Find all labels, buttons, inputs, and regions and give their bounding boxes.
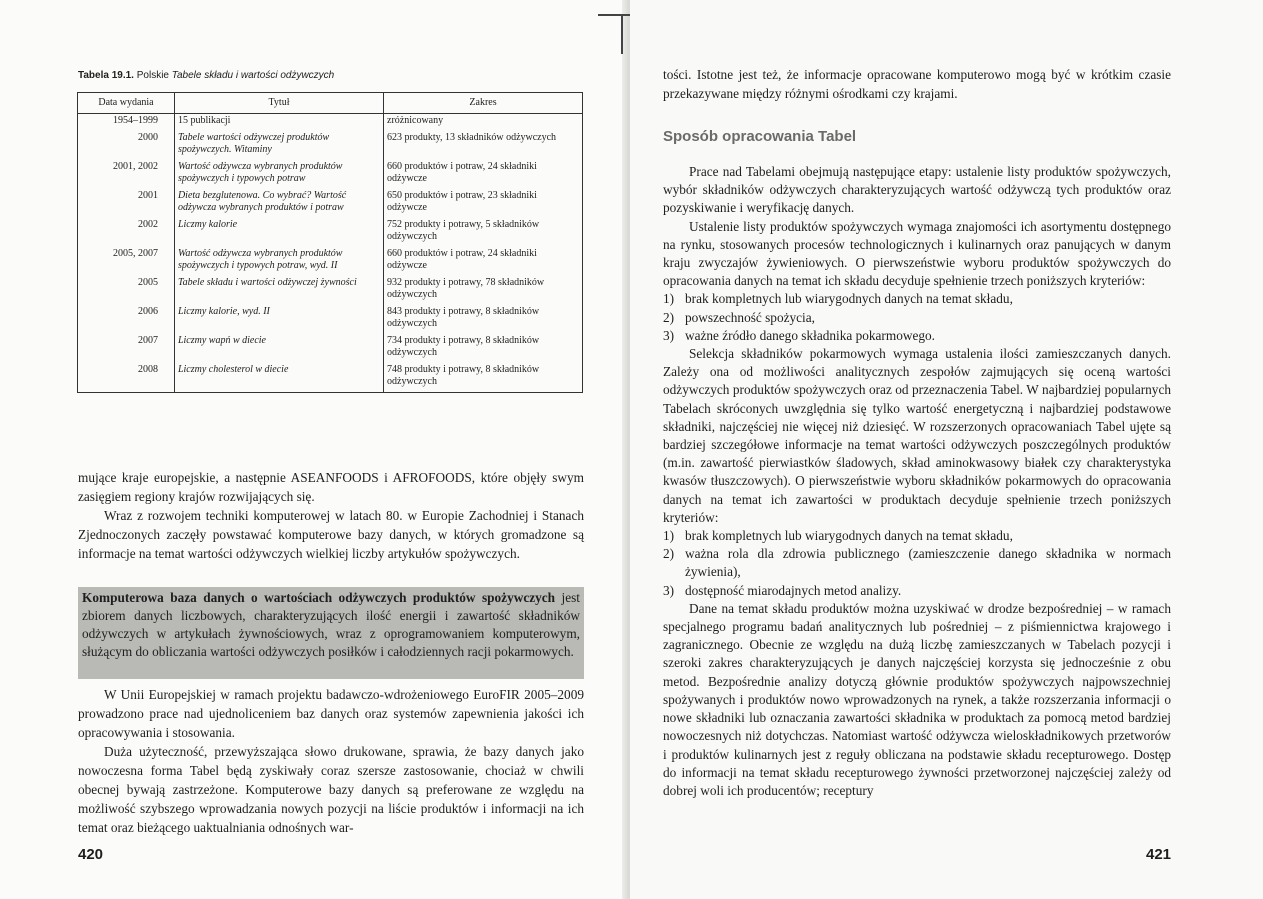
list-item xyxy=(663,527,1171,545)
table-cell: 2002 xyxy=(78,218,175,247)
paragraph: Dane na temat składu produktów można uzyskiwać w drodze bezpośredniej – w ramach specjalnego programu badań analitycznych lub pośredniej – z piśmiennictwa krajowego i zagranicznego. Obecnie ze względu na dużą liczbę zamieszczanych w Tabelach pozycji i szeroki zakres charakteryzujących je danych najczęściej korzysta się jednocześnie z obu metod. Bezpośrednie analizy dotyczą głównie produktów spożywczych najpowszechniej spożywanych i produktów nowo wprowadzonych na rynek, a także rozszerzania informacji o nowe składniki lub oznaczania zawartości składnika w produktach za pomocą metod bardziej nowoczesnych niż dotychczas. Natomiast wartość odżywcza wieloskładnikowych przetworów i produktów kulinarnych jest z reguły obliczana na podstawie składu recepturowego. Dostęp do informacji na temat składu recepturowego żywności przetworzonej najczęściej zależy od dobrej woli ich producentów; receptury xyxy=(663,600,1171,798)
paragraph: Selekcja składników pokarmowych wymaga ustalenia ilości zamieszczanych danych. Zależy ona od możliwości analitycznych zespołów zajmujących się oceną wartości odżywczych produktów spożywczych oraz od przeznaczenia Tabel. W najbardziej popularnych Tabelach skróconych uwzględnia się tylko wartość energetyczną i najbardziej podstawowe składniki, najczęściej nie więcej niż dziesięć. W rozszerzonych opracowaniach Tabel ujęte są bardziej szczegółowe informacje na temat wartości odżywczych poszczególnych produktów (m.in. zawartość pierwiastków śladowych, skład aminokwasowy białek czy charakterystyka kwasów tłuszczowych). O pierwszeństwie wyboru składników pokarmowych do opracowania danych na temat ich zawartości w produktach decyduje spełnienie trzech poniższych kryteriów: xyxy=(663,346,1171,525)
criteria-list-2 xyxy=(663,527,1171,600)
section-heading: Sposób opracowania Tabel xyxy=(663,128,857,145)
table-cell: 932 produkty i potrawy, 78 składników odżywczych xyxy=(384,276,583,305)
table-cell: 2001 xyxy=(78,189,175,218)
table-cell: Liczmy cholesterol w diecie xyxy=(174,363,383,393)
table-header: Zakres xyxy=(384,93,583,114)
table-cell: Dieta bezglutenowa. Co wybrać? Wartość odżywcza wybranych produktów i potraw xyxy=(174,189,383,218)
page-number-right: 421 xyxy=(1146,846,1172,863)
table-header: Tytuł xyxy=(174,93,383,114)
table-cell: 2000 xyxy=(78,131,175,160)
table-cell: 660 produktów i potraw, 24 składniki odżywcze xyxy=(384,247,583,276)
paragraph: Wraz z rozwojem techniki komputerowej w latach 80. w Europie Zachodniej i Stanach Zjednoczonych zaczęły powstawać komputerowe bazy danych, w których gromadzone są informacje na temat wartości odżywczych wielkiej liczby artykułów spożywczych. xyxy=(78,508,584,561)
table-cell: 2008 xyxy=(78,363,175,393)
paragraph: Ustalenie listy produktów spożywczych wymaga znajomości ich asortymentu dostępnego na rynku, stosowanych procesów technologicznych i kulinarnych oraz panujących w danym kraju zwyczajów żywieniowych. O pierwszeństwie wyboru produktów spożywczych do opracowania danych na temat ich składu decyduje spełnienie trzech poniższych kryteriów: xyxy=(663,218,1171,289)
table-cell: 752 produkty i potrawy, 5 składników odżywczych xyxy=(384,218,583,247)
table-caption xyxy=(78,70,334,81)
list-item xyxy=(663,309,1171,327)
list-text: powszechność spożycia, xyxy=(685,309,815,325)
criteria-list-1 xyxy=(663,290,1171,345)
definition-term: Komputerowa baza danych o wartościach odżywczych produktów spożywczych xyxy=(82,590,556,605)
table-cell: zróżnicowany xyxy=(384,114,583,132)
table-row xyxy=(78,305,583,334)
table-row xyxy=(78,131,583,160)
table-row xyxy=(78,247,583,276)
list-text: ważne źródło danego składnika pokarmowego. xyxy=(685,327,935,343)
table-row xyxy=(78,218,583,247)
table-cell: 650 produktów i potraw, 23 składniki odżywcze xyxy=(384,189,583,218)
table-cell: Liczmy kalorie, wyd. II xyxy=(174,305,383,334)
paragraph: W Unii Europejskiej w ramach projektu badawczo-wdrożeniowego EuroFIR 2005–2009 prowadzono prace nad ujednoliceniem baz danych oraz systemów zapewnienia jakości ich opracowywania i stosowania. xyxy=(78,687,584,740)
list-text: dostępność miarodajnych metod analizy. xyxy=(685,582,902,598)
table-row xyxy=(78,334,583,363)
list-number: 3) xyxy=(663,327,675,343)
caption-label: Tabela 19.1. xyxy=(78,70,134,81)
table-cell: 15 publikacji xyxy=(174,114,383,132)
crop-mark xyxy=(621,14,623,54)
paragraph: tości. Istotne jest też, że informacje opracowane komputerowo mogą być w krótkim czasie przekazywane między różnymi ośrodkami czy krajami. xyxy=(663,67,1171,101)
paragraph: Duża użyteczność, przewyższająca słowo drukowane, sprawia, że bazy danych jako nowoczesna forma Tabel będą zyskiwały coraz szersze zastosowanie, chociaż w chwili obecnej bywają zastrzeżone. Komputerowe bazy danych są preferowane ze względu na możliwość szybszego wprowadzania nowych pozycji na liście produktów i informacji na ich temat oraz bieżącego uaktualniania odnośnych war- xyxy=(78,744,584,835)
table-cell: 734 produkty i potrawy, 8 składników odżywczych xyxy=(384,334,583,363)
list-number: 2) xyxy=(663,309,675,325)
table-cell: 2007 xyxy=(78,334,175,363)
table-cell: Liczmy kalorie xyxy=(174,218,383,247)
list-item xyxy=(663,545,1171,581)
table-cell: Tabele składu i wartości odżywczej żywności xyxy=(174,276,383,305)
right-body-text xyxy=(663,163,1171,800)
list-number: 3) xyxy=(663,582,675,598)
left-body-text-2 xyxy=(78,685,584,837)
table-row xyxy=(78,363,583,393)
list-number: 1) xyxy=(663,291,675,307)
table-row xyxy=(78,114,583,132)
left-page xyxy=(0,0,628,899)
table-cell: 623 produkty, 13 składników odżywczych xyxy=(384,131,583,160)
table-cell: 660 produktów i potraw, 24 składniki odżywcze xyxy=(384,160,583,189)
caption-italic: Tabele składu i wartości odżywczych xyxy=(171,70,335,81)
table-cell: Tabele wartości odżywczej produktów spożywczych. Witaminy xyxy=(174,131,383,160)
list-item xyxy=(663,582,1171,600)
definition-box xyxy=(78,587,584,679)
table-cell: Wartość odżywcza wybranych produktów spożywczych i typowych potraw xyxy=(174,160,383,189)
list-text: brak kompletnych lub wiarygodnych danych na temat składu, xyxy=(685,291,1013,307)
paragraph: Prace nad Tabelami obejmują następujące etapy: ustalenie listy produktów spożywczych, wybór składników odżywczych charakteryzujących wartość odżywczą tych produktów oraz pozyskiwanie i weryfikację danych. xyxy=(663,164,1171,216)
page-number-left: 420 xyxy=(78,846,104,863)
table-cell: 2005, 2007 xyxy=(78,247,175,276)
list-text: brak kompletnych lub wiarygodnych danych na temat składu, xyxy=(685,528,1013,544)
table-cell: 2005 xyxy=(78,276,175,305)
table-cell: Liczmy wapń w diecie xyxy=(174,334,383,363)
right-intro xyxy=(663,65,1171,103)
right-page xyxy=(630,0,1263,899)
definition-text: jest zbiorem danych liczbowych, charakteryzujących ilość energii i zawartość składników odżywczych w artykułach żywnościowych, wraz z oprogramowaniem komputerowym, służącym do obliczania wartości odżywczych posiłków i całodziennych racji pokarmowych. xyxy=(82,590,580,659)
list-number: 2) xyxy=(663,546,675,562)
list-text: ważna rola dla zdrowia publicznego (zamieszczenie danego składnika w normach żywienia), xyxy=(685,546,1171,580)
table-header: Data wydania xyxy=(78,93,175,114)
table-cell: Wartość odżywcza wybranych produktów spożywczych i typowych potraw, wyd. II xyxy=(174,247,383,276)
paragraph: mujące kraje europejskie, a następnie ASEANFOODS i AFROFOODS, które objęły swym zasięgiem regiony krajów rozwijających się. xyxy=(78,470,584,504)
list-item xyxy=(663,290,1171,308)
table-cell: 748 produkty i potrawy, 8 składników odżywczych xyxy=(384,363,583,393)
publications-table xyxy=(77,92,583,393)
left-body-text xyxy=(78,468,584,563)
table-cell: 843 produkty i potrawy, 8 składników odżywczych xyxy=(384,305,583,334)
table-row xyxy=(78,189,583,218)
table-cell: 1954–1999 xyxy=(78,114,175,132)
table-cell: 2001, 2002 xyxy=(78,160,175,189)
table-row xyxy=(78,276,583,305)
caption-text: Polskie xyxy=(133,70,172,81)
table-row xyxy=(78,160,583,189)
list-item xyxy=(663,327,1171,345)
list-number: 1) xyxy=(663,528,675,544)
table-cell: 2006 xyxy=(78,305,175,334)
